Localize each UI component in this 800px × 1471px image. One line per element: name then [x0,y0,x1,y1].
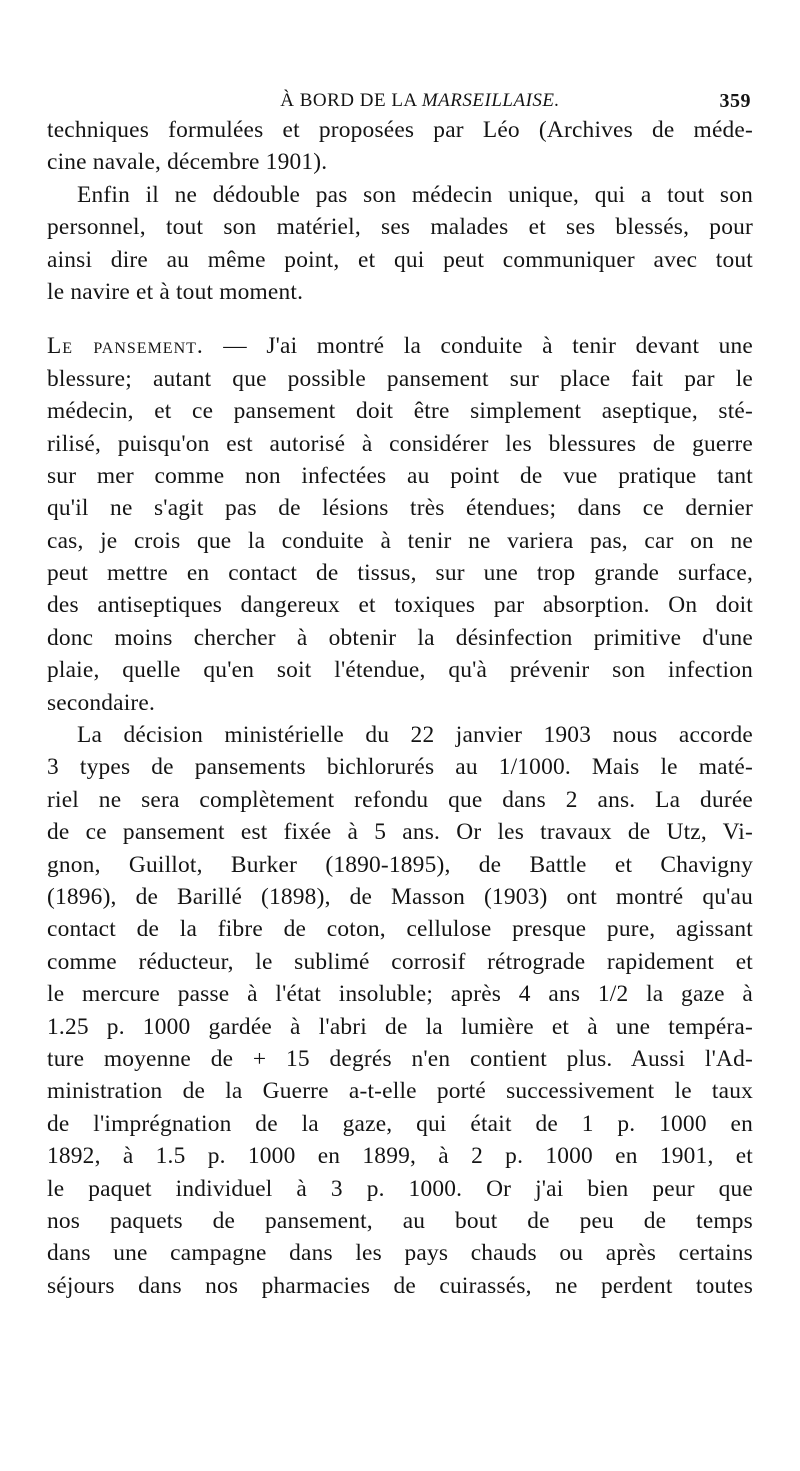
text-line: qu'il ne s'agit pas de lésions très étendues; dans ce dernier [47,495,753,522]
text-line-rest: — J'ai montré la conduite à tenir devant une [203,333,754,360]
text-line: plaie, quelle qu'en soit l'étendue, qu'à prévenir son infection [47,657,753,684]
text-line: (1896), de Barillé (1898), de Masson (1903) ont montré qu'au [47,883,753,910]
text-line: sur mer comme non infectées au point de vue pratique tant [47,462,753,489]
text-line: personnel, tout son matériel, ses malades et ses blessés, pour [47,214,753,241]
text-line: rilisé, puisqu'on est autorisé à considérer les blessures de guerre [47,430,753,457]
running-head [47,80,753,114]
text-line: donc moins chercher à obtenir la désinfection primitive d'une [47,624,753,651]
text-line: contact de la fibre de coton, cellulose presque pure, agissant [47,916,753,943]
text-line: de l'imprégnation de la gaze, qui était de 1 p. 1000 en [47,1110,753,1137]
text-line: le navire et à tout moment. [47,278,304,305]
text-line: riel ne sera complètement refondu que dans 2 ans. La durée [47,786,753,813]
paragraph [47,114,753,308]
section-heading: Le pansement. [47,333,204,360]
text-line: blessure; autant que possible pansement sur place fait par le [47,365,753,392]
text-line: de ce pansement est fixée à 5 ans. Or les travaux de Utz, Vi- [47,819,753,846]
body-text [47,114,753,1302]
text-line: comme réducteur, le sublimé corrosif rétrograde rapidement et [47,948,753,975]
text-line: techniques formulées et proposées par Léo (Archives de méde- [47,117,753,143]
text-line: cas, je crois que la conduite à tenir ne variera pas, car on ne [47,527,753,554]
text-line: ture moyenne de + 15 degrés n'en contient plus. Aussi l'Ad- [47,1045,753,1072]
text-line: dans une campagne dans les pays chauds ou après certains [47,1240,753,1267]
text-line-with-heading [47,330,753,362]
text-line: La décision ministérielle du 22 janvier 1903 nous accorde [77,722,753,749]
running-title-prefix: À BORD DE LA [280,90,422,111]
text-line: gnon, Guillot, Burker (1890-1895), de Battle et Chavigny [47,851,753,878]
text-line: séjours dans nos pharmacies de cuirassés, ne perdent toutes [47,1272,753,1299]
text-line: le mercure passe à l'état insoluble; après 4 ans 1/2 la gaze à [47,981,753,1008]
page-number: 359 [719,90,751,112]
text-line: ainsi dire au même point, et qui peut communiquer avec tout [47,246,753,273]
text-line: des antiseptiques dangereux et toxiques par absorption. On doit [47,592,753,619]
text-line: médecin, et ce pansement doit être simplement aseptique, sté- [47,398,753,425]
text-line: 3 types de pansements bichlorurés au 1/1000. Mais le maté- [47,754,753,781]
running-title [47,90,753,112]
text-line: 1892, à 1.5 p. 1000 en 1899, à 2 p. 1000 en 1901, et [47,1143,753,1170]
paragraph [47,719,753,1302]
text-line: cine navale, décembre 1901). [47,149,328,176]
text-line: nos paquets de pansement, au bout de peu de temps [47,1207,753,1234]
text-line: 1.25 p. 1000 gardée à l'abri de la lumière et à une tempéra- [47,1013,753,1040]
running-title-ship-name: MARSEILLAISE. [421,90,560,111]
text-line: le paquet individuel à 3 p. 1000. Or j'ai bien peur que [47,1175,753,1202]
section-gap [47,308,753,330]
text-line: Enfin il ne dédouble pas son médecin unique, qui a tout son [77,181,753,208]
book-page [47,80,753,1302]
text-line: secondaire. [47,689,156,716]
text-line: ministration de la Guerre a-t-elle porté successivement le taux [47,1078,753,1105]
text-line: peut mettre en contact de tissus, sur une trop grande surface, [47,560,753,587]
paragraph [47,330,753,719]
